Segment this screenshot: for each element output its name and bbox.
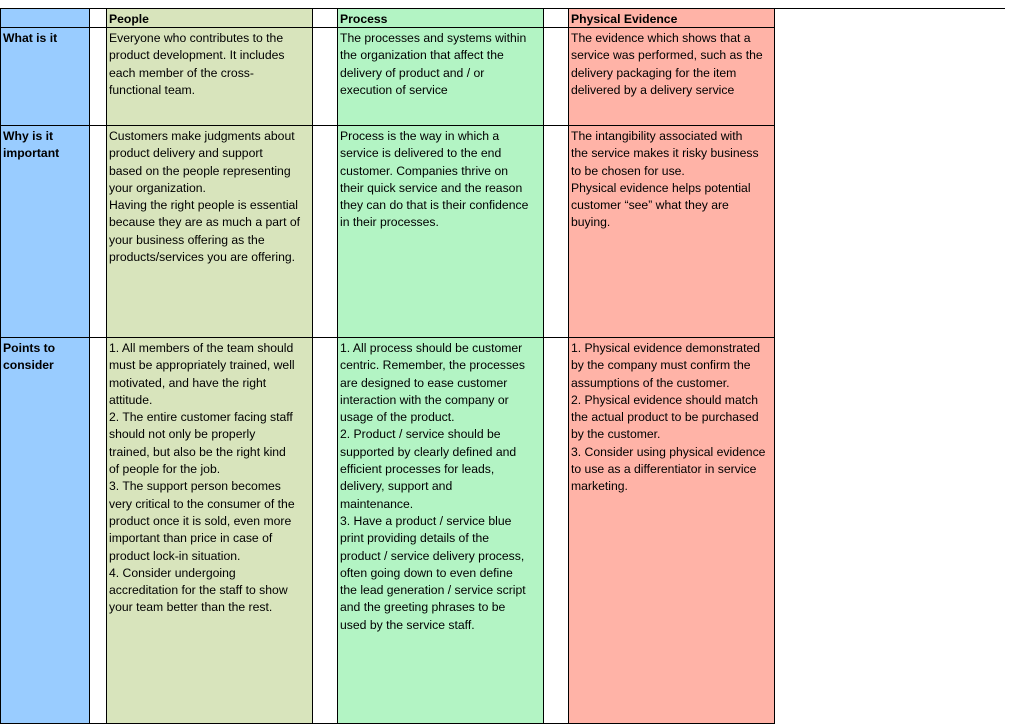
physical-why-text: The intangibility associated with the service makes it risky business to be chosen for use. Physical evidence helps potential customer “see” what they are buying. [571, 129, 759, 230]
spacer-cell [89, 125, 107, 338]
header-process [337, 8, 544, 28]
row-label-text: Why is it important [3, 129, 60, 161]
spacer-cell [543, 27, 569, 126]
spacer-cell [89, 337, 107, 724]
process-points-cell [337, 337, 544, 724]
people-why-cell [106, 125, 313, 338]
people-points-text: 1. All members of the team should must be appropriately trained, well motivated, and have the right attitude. 2. The entire customer facing staff should not only be properly trained, but also be the right kind of people for the job. 3. The support person becomes very critical to the consumer of the product once it is sold, even more important than price in case of product lock-in situation. 4. Consider undergoing accreditation for the staff to show your team better than the rest. [109, 341, 295, 615]
row-label-text: What is it [3, 31, 58, 45]
header-label-cell [0, 8, 90, 28]
process-points-text: 1. All process should be customer centric. Remember, the processes are designed to ease customer interaction with the company or usage of the product. 2. Product / service should be supported by clearly defined and efficient processes for leads, delivery, support and maintenance. 3. Have a product / service blue print providing details of the product / service delivery process, often going down to even define the lead generation / service script and the greeting phrases to be used by the service staff. [340, 341, 526, 632]
physical-what-text: The evidence which shows that a service was performed, such as the delivery packaging for the item delivered by a delivery service [571, 31, 763, 97]
process-what-text: The processes and systems within the organization that affect the delivery of product and / or execution of service [340, 31, 527, 97]
physical-points-cell [568, 337, 775, 724]
people-points-cell [106, 337, 313, 724]
header-spacer-cell [89, 8, 107, 28]
spacer-cell [543, 337, 569, 724]
row-label-text: Points to consider [3, 341, 56, 373]
spacer-cell [312, 125, 338, 338]
people-what-cell [106, 27, 313, 126]
header-spacer-cell [543, 8, 569, 28]
row-label-why-important [0, 125, 90, 338]
process-why-cell [337, 125, 544, 338]
spacer-cell [543, 125, 569, 338]
physical-what-cell [568, 27, 775, 126]
row-label-points-to-consider [0, 337, 90, 724]
spacer-cell [89, 27, 107, 126]
header-people [106, 8, 313, 28]
header-physical-evidence [568, 8, 775, 28]
process-why-text: Process is the way in which a service is delivered to the end customer. Companies thrive on their quick service and the reason they can do that is their confidence in their processes. [340, 129, 529, 230]
header-people-text: People [109, 12, 149, 26]
header-spacer-cell [312, 8, 338, 28]
physical-points-text: 1. Physical evidence demonstrated by the company must confirm the assumptions of the customer. 2. Physical evidence should match the actual product to be purchased by the customer. 3. Consider using physical evidence to use as a differentiator in service marketing. [571, 341, 766, 494]
people-why-text: Customers make judgments about product delivery and support based on the people representing your organization. Having the right people is essential because they are as much a part of your business offering as the products/services you are offering. [109, 129, 301, 265]
process-what-cell [337, 27, 544, 126]
header-process-text: Process [340, 12, 388, 26]
row-label-what-is-it [0, 27, 90, 126]
physical-why-cell [568, 125, 775, 338]
people-what-text: Everyone who contributes to the product development. It includes each member of the cross- functional team. [109, 31, 285, 97]
spacer-cell [312, 27, 338, 126]
header-physical-evidence-text: Physical Evidence [571, 12, 678, 26]
spacer-cell [312, 337, 338, 724]
